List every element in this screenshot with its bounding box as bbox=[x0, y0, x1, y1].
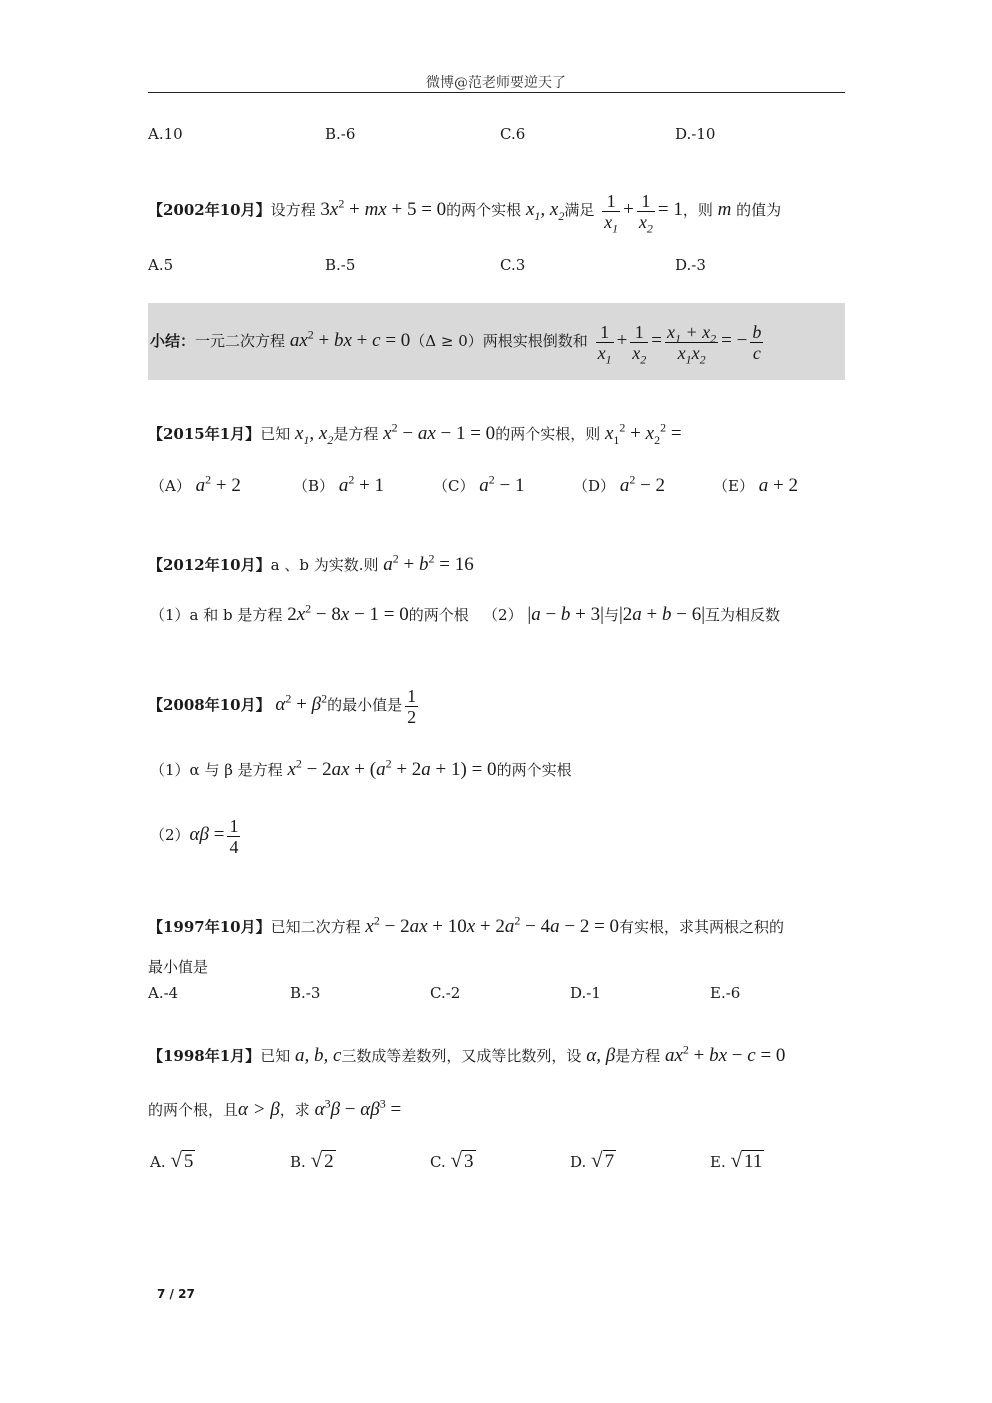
header-rule bbox=[148, 92, 845, 93]
condition-1: （1）α 与 β 是方程 $x^2 - 2ax + (a^2 + 2a + 1) = 0$的两个实根 bbox=[150, 756, 572, 780]
condition-2: （2）αβ = $\frac{1}{4}$ bbox=[150, 815, 239, 857]
summary-label: 小结： bbox=[150, 332, 196, 350]
option-c: C.3 bbox=[500, 256, 526, 274]
question-tag: 【2002年10月】 bbox=[148, 201, 271, 219]
option-d: D.-1 bbox=[570, 984, 601, 1002]
option-e: E.-6 bbox=[710, 984, 741, 1002]
question-2002: 【2002年10月】设方程 $3x^2$ + mx + 5 = 0的两个实根 $x_1$, $x_2$满足 $\frac{1}{x_1}$ + $\frac{1}{x_2}$ = 1，则 m 的值为 bbox=[148, 190, 782, 236]
option-b: B.-5 bbox=[325, 256, 356, 274]
option-c: C.-2 bbox=[430, 984, 461, 1002]
roots: $x_1$, $x_2$ bbox=[525, 199, 565, 223]
option-a: （A） $a^2 + 2$ bbox=[150, 472, 241, 496]
option-a: A.10 bbox=[148, 125, 183, 143]
equation: $3x^2$ + mx + 5 = 0 bbox=[320, 196, 447, 220]
option-a: A.5 bbox=[148, 256, 174, 274]
option-a: A.-4 bbox=[148, 984, 179, 1002]
equation: $x^2 - 2ax + 10x + 2a^2 - 4a - 2 = 0$ bbox=[365, 913, 620, 937]
equation: $a^2 + b^2 = 16$ bbox=[383, 551, 474, 575]
option-d: D.-3 bbox=[675, 256, 706, 274]
option-e: （E） a + 2 bbox=[713, 475, 798, 496]
option-a: A. √ 5 bbox=[150, 1148, 194, 1172]
question-tag: 【1998年1月】 bbox=[148, 1047, 261, 1065]
question-tag: 【2008年10月】 bbox=[148, 696, 271, 714]
equation: $x^2$ − ax − 1 = 0 bbox=[383, 420, 496, 444]
question-1997: 【1997年10月】已知二次方程 $x^2 - 2ax + 10x + 2a^2 - 4a - 2 = 0$有实根，求其两根之积的 bbox=[148, 913, 785, 937]
option-c: （C） $a^2 - 1$ bbox=[433, 472, 525, 496]
question-1997-cont: 最小值是 bbox=[148, 958, 209, 976]
question-tag: 【2015年1月】 bbox=[148, 425, 261, 443]
question-2015: 【2015年1月】已知 $x_1$, $x_2$是方程 $x^2$ − ax − 1 = 0的两个实根，则 $x_1^2 + x_2^2$ = bbox=[148, 420, 682, 447]
fraction: $\frac{1}{x_1}$ bbox=[604, 190, 619, 236]
condition-1: （1）a 和 b 是方程 $2x^2 - 8x - 1 = 0$的两个根 （2） |a − b + 3|与|2a + b − 6|互为相反数 bbox=[150, 601, 781, 625]
option-b: （B） $a^2 + 1$ bbox=[293, 472, 385, 496]
question-tag: 【1997年10月】 bbox=[148, 918, 271, 936]
page-header: 微博@范老师要逆天了 bbox=[426, 75, 566, 91]
question-tag: 【2012年10月】 bbox=[148, 556, 271, 574]
question-1998-cont: 的两个根，且α > β，求 $\alpha^3\beta - \alpha\beta^3$ = bbox=[148, 1096, 402, 1120]
option-b: B.-6 bbox=[325, 125, 356, 143]
summary-text: 小结：一元二次方程 $ax^2$ + bx + c = 0（Δ ≥ 0）两根实根倒数和 $\frac{1}{x_1}$ + $\frac{1}{x_2}$ = $\frac{x_1 + x_2}{x_1x_2}$ = − $\frac{b}{c}$ bbox=[150, 321, 762, 367]
option-b: B.-3 bbox=[290, 984, 321, 1002]
option-d: （D） $a^2 - 2$ bbox=[573, 472, 666, 496]
fraction: $\frac{1}{x_2}$ bbox=[638, 190, 653, 236]
question-2012: 【2012年10月】a 、b 为实数.则 $a^2 + b^2 = 16$ bbox=[148, 551, 474, 575]
option-d: D. √ 7 bbox=[570, 1148, 615, 1172]
question-1998: 【1998年1月】已知 a, b, c三数成等差数列，又成等比数列，设 α, β是方程 $ax^2$ + bx − c = 0 bbox=[148, 1042, 786, 1066]
option-e: E. √ 11 bbox=[710, 1148, 763, 1172]
page-number: 7 / 27 bbox=[157, 1287, 195, 1301]
option-c: C.6 bbox=[500, 125, 526, 143]
question-2008: 【2008年10月】 $\alpha^2 + \beta^2$的最小值是 $\frac{1}{2}$ bbox=[148, 685, 417, 727]
option-c: C. √ 3 bbox=[430, 1148, 474, 1172]
option-d: D.-10 bbox=[675, 125, 716, 143]
equation: $ax^2$ + bx + c = 0 bbox=[289, 327, 411, 351]
option-b: B. √ 2 bbox=[290, 1148, 334, 1172]
condition-2: （2） bbox=[483, 606, 523, 624]
